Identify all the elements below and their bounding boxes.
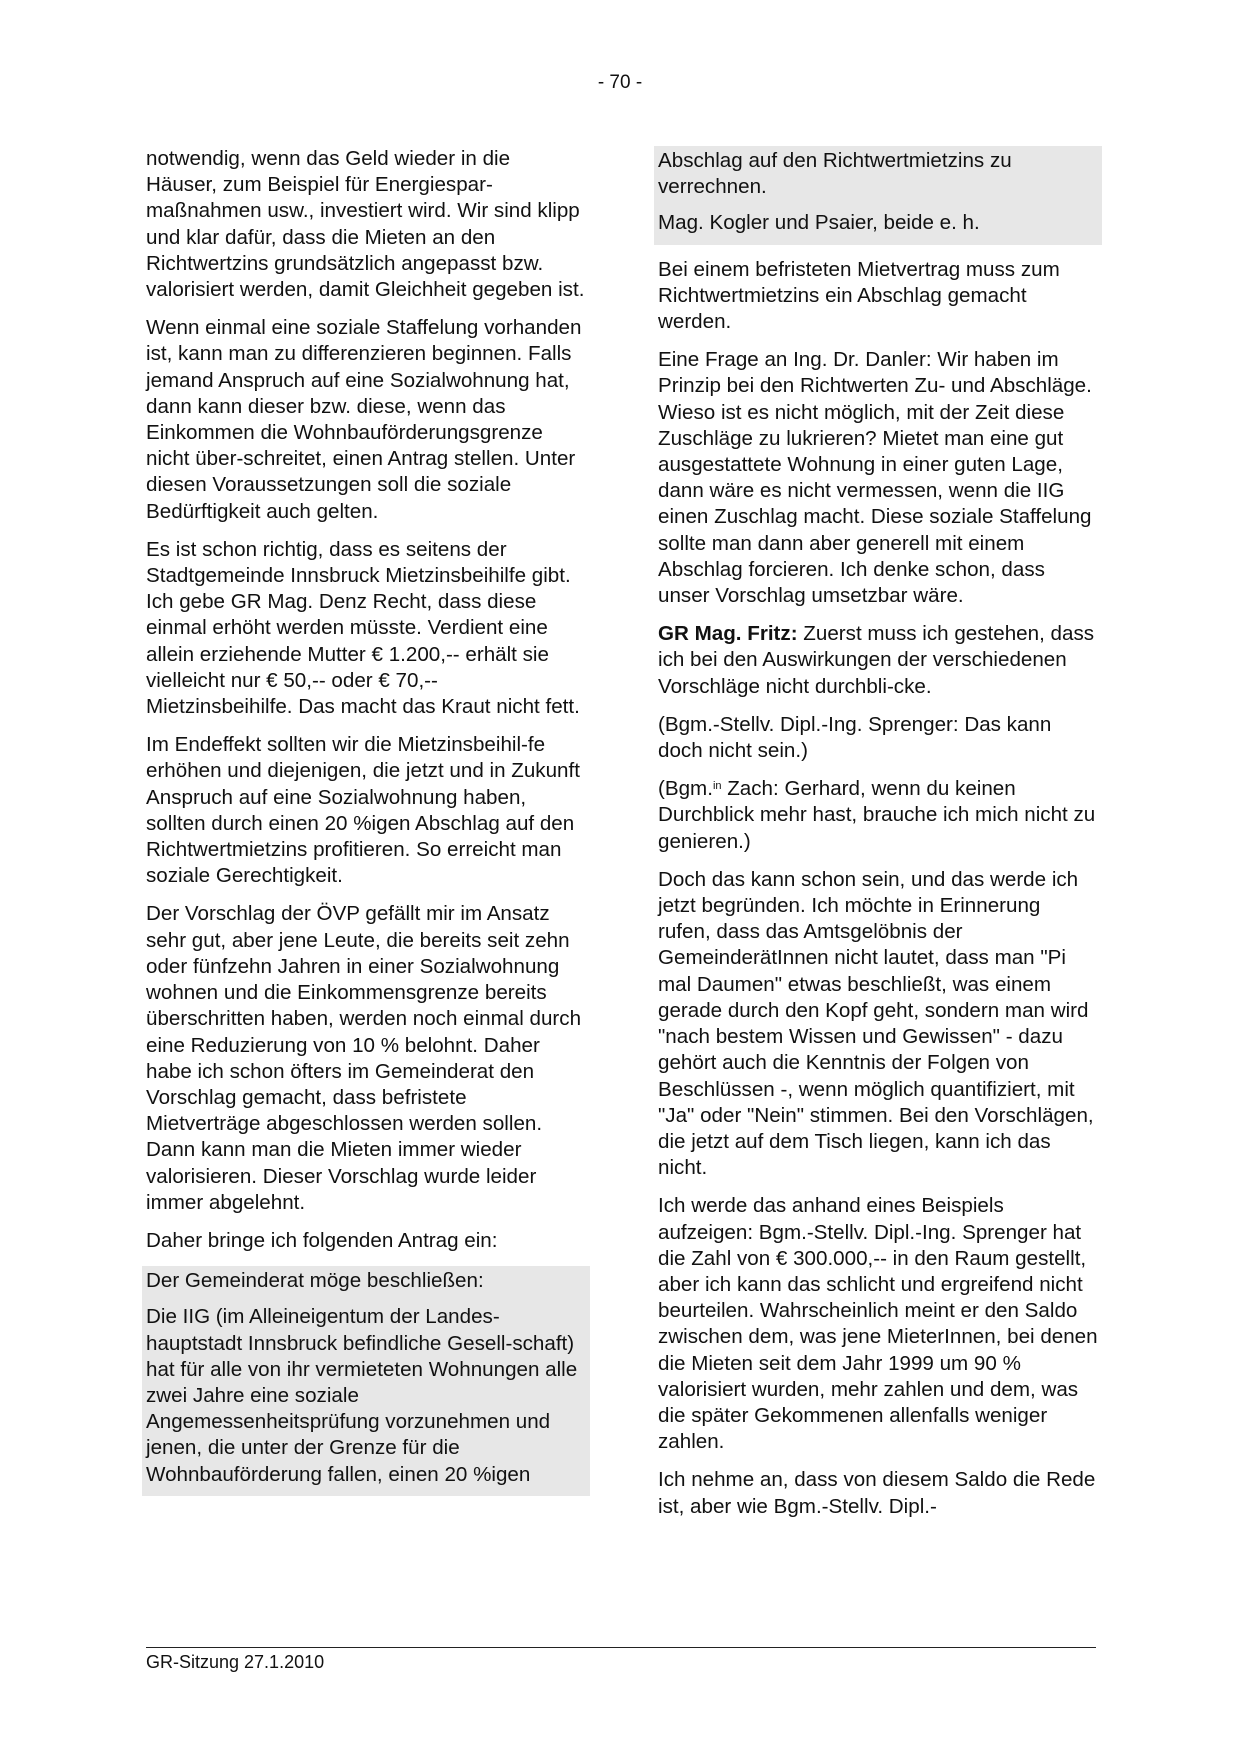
paragraph: Es ist schon richtig, dass es seitens der Stadtgemeinde Innsbruck Mietzinsbeihilfe gibt. Ich gebe GR Mag. Denz Recht, dass diese einmal erhöht werden müsste. Verdient eine allein erziehende Mutter € 1.200,-- erhält sie vielleicht nur € 50,-- oder € 70,-- Mietzinsbeihilfe. Das macht das Kraut nicht fett. bbox=[146, 537, 580, 719]
paragraph: Eine Frage an Ing. Dr. Danler: Wir haben im Prinzip bei den Richtwerten Zu- und Abschläge. Wieso ist es nicht möglich, mit der Zeit diese Zuschläge zu lukrieren? Mietet man eine gut ausgestattete Wohnung in einer guten Lage, dann wäre es nicht vermessen, wenn die IIG einen Zuschlag macht. Diese soziale Staffelung sollte man dann aber generell mit einem Abschlag forcieren. Ich denke schon, dass unser Vorschlag umsetzbar wäre. bbox=[658, 348, 1092, 608]
motion-box bbox=[146, 1266, 586, 1496]
page-number: - 70 - bbox=[597, 72, 643, 93]
speaker-text: Zuerst muss ich gestehen, dass ich bei den Auswirkungen der verschiedenen Vorschläge nicht durchbli-cke. bbox=[658, 622, 1095, 698]
paragraph: Daher bringe ich folgenden Antrag ein: bbox=[146, 1228, 498, 1252]
motion-signatories: Mag. Kogler und Psaier, beide e. h. bbox=[654, 208, 1102, 244]
paragraph: Wenn einmal eine soziale Staffelung vorhanden ist, kann man zu differenzieren beginnen. Falls jemand Anspruch auf eine Sozialwohnung hat, dann kann dieser bzw. diese, wenn das Einkommen die Wohnbauförderungsgrenze nicht über-schreitet, einen Antrag stellen. Unter diesen Voraussetzungen soll die soziale Bedürftigkeit auch gelten. bbox=[146, 316, 582, 523]
footer-session-date: GR-Sitzung 27.1.2010 bbox=[146, 1652, 325, 1672]
paragraph: notwendig, wenn das Geld wieder in die Häuser, zum Beispiel für Energiespar-maßnahmen usw., investiert wird. Wir sind klipp und klar dafür, dass die Mieten an den Richtwertzins grundsätzlich angepasst bzw. valorisiert werden, damit Gleichheit gegeben ist. bbox=[146, 147, 585, 302]
paragraph: Doch das kann schon sein, und das werde ich jetzt begründen. Ich möchte in Erinnerung rufen, dass das Amtsgelöbnis der GemeinderätInnen nicht lautet, dass man "Pi mal Daumen" etwas beschließt, was einem gerade durch den Kopf geht, sondern man wird "nach bestem Wissen und Gewissen" - dazu gehört auch die Kenntnis der Folgen von Beschlüssen -, wenn möglich quantifiziert, mit "Ja" oder "Nein" stimmen. Bei den Vorschlägen, die jetzt auf dem Tisch liegen, kann ich das nicht. bbox=[658, 867, 1094, 1180]
paragraph: Ich nehme an, dass von diesem Saldo die Rede ist, aber wie Bgm.-Stellv. Dipl.- bbox=[658, 1468, 1096, 1518]
left-column bbox=[146, 146, 586, 1508]
paragraph: Bei einem befristeten Mietvertrag muss zum Richtwertmietzins ein Abschlag gemacht werden. bbox=[658, 257, 1060, 334]
footer-divider bbox=[146, 1647, 1096, 1648]
interjection: (Bgm.-Stellv. Dipl.-Ing. Sprenger: Das kann doch nicht sein.) bbox=[658, 712, 1052, 763]
paragraph: Der Vorschlag der ÖVP gefällt mir im Ansatz sehr gut, aber jene Leute, die bereits seit zehn oder fünfzehn Jahren in einer Sozialwohnung wohnen und die Einkommensgrenze bereits überschritten haben, werden noch einmal durch eine Reduzierung von 10 % belohnt. Daher habe ich schon öfters im Gemeinderat den Vorschlag gemacht, dass befristete Mietverträge abgeschlossen werden sollen. Dann kann man die Mieten immer wieder valorisieren. Dieser Vorschlag wurde leider immer abgelehnt. bbox=[146, 902, 582, 1214]
interjection-prefix: (Bgm. bbox=[658, 777, 713, 801]
interjection-text: Zach: Gerhard, wenn du keinen Durchblick mehr hast, brauche ich mich nicht zu genieren.) bbox=[658, 777, 1096, 853]
paragraph: Im Endeffekt sollten wir die Mietzinsbeihil-fe erhöhen und diejenigen, die jetzt und in Zukunft Anspruch auf eine Sozialwohnung haben, sollten durch einen 20 %igen Abschlag auf den Richtwertmietzins profitieren. So erreicht man soziale Gerechtigkeit. bbox=[146, 733, 580, 888]
interjection bbox=[658, 776, 1098, 855]
motion-body: Die IIG (im Alleineigentum der Landes-hauptstadt Innsbruck befindliche Gesell-schaft) hat für alle von ihr vermieteten Wohnungen alle zwei Jahre eine soziale Angemessenheitsprüfung vorzunehmen und jenen, die unter der Grenze für die Wohnbauförderung fallen, einen 20 %igen bbox=[142, 1302, 590, 1495]
right-column bbox=[658, 146, 1098, 1532]
speaker-paragraph bbox=[658, 621, 1098, 700]
motion-intro: Der Gemeinderat möge beschließen: bbox=[142, 1266, 590, 1302]
motion-box-continued bbox=[658, 146, 1098, 245]
superscript-suffix: in bbox=[712, 780, 722, 793]
paragraph: Ich werde das anhand eines Beispiels aufzeigen: Bgm.-Stellv. Dipl.-Ing. Sprenger hat die Zahl von € 300.000,-- in den Raum gestellt, aber ich kann das schlicht und ergreifend nicht beurteilen. Wahrscheinlich meint er den Saldo zwischen dem, was jene MieterInnen, bei denen die Mieten seit dem Jahr 1999 um 90 % valorisiert wurden, mehr zahlen und dem, was die später Gekommenen allenfalls weniger zahlen. bbox=[658, 1194, 1098, 1454]
motion-continuation: Abschlag auf den Richtwertmietzins zu verrechnen. bbox=[654, 146, 1102, 208]
speaker-name: GR Mag. Fritz: bbox=[658, 622, 798, 646]
